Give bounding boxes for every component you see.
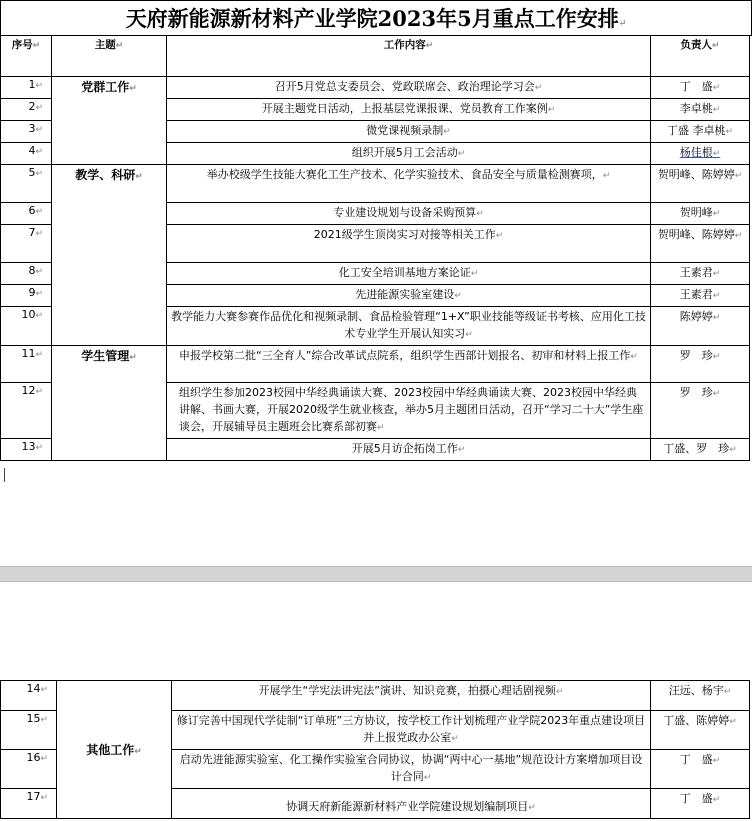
paragraph-mark-icon: ↵ xyxy=(712,149,721,159)
document-page-2 xyxy=(0,582,752,821)
paragraph-mark-icon: ↵ xyxy=(465,330,473,340)
paragraph-mark-icon: ↵ xyxy=(40,715,48,725)
row-content: 开展5月访企拓岗工作↵ xyxy=(167,439,651,461)
header-no: 序号↵ xyxy=(1,36,52,77)
paragraph-mark-icon: ↵ xyxy=(712,756,721,766)
paragraph-mark-icon: ↵ xyxy=(711,41,720,51)
paragraph-mark-icon: ↵ xyxy=(457,445,466,455)
paragraph-mark-icon: ↵ xyxy=(32,41,41,51)
paragraph-mark-icon: ↵ xyxy=(712,269,721,279)
row-content: 化工安全培训基地方案论证↵ xyxy=(167,263,651,285)
row-content: 召开5月党总支委员会、党政联席会、政治理论学习会↵ xyxy=(167,77,651,99)
row-content: 微党课视频录制↵ xyxy=(167,121,651,143)
schedule-table-part-1 xyxy=(0,35,750,461)
row-no: 2↵ xyxy=(1,99,52,121)
text-cursor xyxy=(4,468,5,482)
row-owner: 罗 珍↵ xyxy=(651,383,750,439)
table-row-11 xyxy=(1,346,750,383)
paragraph-mark-icon: ↵ xyxy=(35,229,43,239)
paragraph-mark-icon: ↵ xyxy=(602,171,611,181)
paragraph-mark-icon: ↵ xyxy=(443,127,451,137)
row-no: 3↵ xyxy=(1,121,52,143)
theme-label: 其他工作↵ xyxy=(86,743,142,757)
row-content: 协调天府新能源新材料产业学院建设规划编制项目↵ xyxy=(172,789,651,819)
row-no: 6↵ xyxy=(1,203,52,225)
row-content: 修订完善中国现代学徒制“订单班”三方协议，按学校工作计划梳理产业学院2023年重点建设项目并上报党政办公室↵ xyxy=(172,711,651,750)
paragraph-mark-icon: ↵ xyxy=(734,171,743,181)
paragraph-mark-icon: ↵ xyxy=(40,793,48,803)
row-no: 16↵ xyxy=(1,750,57,789)
header-owner: 负责人↵ xyxy=(651,36,750,77)
paragraph-mark-icon: ↵ xyxy=(135,172,143,182)
theme-label: 学生管理↵ xyxy=(81,349,137,363)
paragraph-mark-icon: ↵ xyxy=(134,747,142,757)
row-content: 专业建设规划与设备采购预算↵ xyxy=(167,203,651,225)
theme-cell-student xyxy=(52,346,167,461)
paragraph-mark-icon: ↵ xyxy=(35,103,43,113)
theme-cell-teaching xyxy=(52,165,167,346)
paragraph-mark-icon: ↵ xyxy=(723,687,732,697)
theme-cell-party xyxy=(52,77,167,165)
row-no: 12↵ xyxy=(1,383,52,439)
paragraph-mark-icon: ↵ xyxy=(35,81,43,91)
paragraph-mark-icon: ↵ xyxy=(528,803,536,813)
row-owner: 贺明峰、陈婷婷↵ xyxy=(651,225,750,263)
row-no: 1↵ xyxy=(1,77,52,99)
row-owner: 丁 盛↵ xyxy=(651,750,750,789)
row-content: 组织开展5月工会活动↵ xyxy=(167,143,651,165)
paragraph-mark-icon: ↵ xyxy=(712,389,721,399)
header-theme: 主题↵ xyxy=(52,36,167,77)
paragraph-mark-icon: ↵ xyxy=(451,734,459,744)
row-owner: 王素君↵ xyxy=(651,285,750,307)
paragraph-mark-icon: ↵ xyxy=(729,717,737,727)
theme-cell-other xyxy=(57,681,172,819)
row-owner: 丁盛 李卓桃↵ xyxy=(651,121,750,143)
row-content: 先进能源实验室建设↵ xyxy=(167,285,651,307)
row-content: 教学能力大赛参赛作品优化和视频录制、食品检验管理“1+X”职业技能等级证书考核、应用化工技术专业学生开展认知实习↵ xyxy=(167,307,651,346)
row-no: 7↵ xyxy=(1,225,52,263)
paragraph-mark-icon: ↵ xyxy=(547,105,556,115)
paragraph-mark-icon: ↵ xyxy=(35,350,43,360)
row-owner: 李卓桃↵ xyxy=(651,99,750,121)
table-row-5 xyxy=(1,165,750,203)
paragraph-mark-icon: ↵ xyxy=(712,313,721,323)
row-content: 开展学生“学宪法讲宪法”演讲、知识竞赛，拍摄心理话剧视频↵ xyxy=(172,681,651,711)
paragraph-mark-icon: ↵ xyxy=(35,169,43,179)
row-no: 5↵ xyxy=(1,165,52,203)
row-no: 8↵ xyxy=(1,263,52,285)
paragraph-mark-icon: ↵ xyxy=(129,353,137,363)
paragraph-mark-icon: ↵ xyxy=(470,269,479,279)
row-content: 申报学校第二批“三全育人”综合改革试点院系，组织学生西部计划报名、初审和材料上报工作↵ xyxy=(167,346,651,383)
paragraph-mark-icon: ↵ xyxy=(729,445,737,455)
paragraph-mark-icon: ↵ xyxy=(555,687,564,697)
row-content: 举办校级学生技能大赛化工生产技术、化学实验技术、食品安全与质量检测赛项，↵ xyxy=(167,165,651,203)
table-row-1 xyxy=(1,77,750,99)
paragraph-mark-icon: ↵ xyxy=(35,387,43,397)
paragraph-mark-icon: ↵ xyxy=(618,19,627,29)
header-content: 工作内容↵ xyxy=(167,36,651,77)
paragraph-mark-icon: ↵ xyxy=(495,231,504,241)
paragraph-mark-icon: ↵ xyxy=(35,125,43,135)
row-no: 10↵ xyxy=(1,307,52,346)
row-owner: 丁 盛↵ xyxy=(651,789,750,819)
row-owner: 丁盛、罗 珍↵ xyxy=(651,439,750,461)
row-content: 组织学生参加2023校园中华经典诵读大赛、2023校园中华经典诵读大赛、2023校园中华经典讲解、书画大赛，开展2020级学生就业核查，举办5月主题团日活动，召开“学习二十大”学生座谈会，开展辅导员主题班会比赛系部初赛↵ xyxy=(167,383,651,439)
row-owner: 丁 盛↵ xyxy=(651,77,750,99)
row-no: 9↵ xyxy=(1,285,52,307)
row-owner: 贺明峰、陈婷婷↵ xyxy=(651,165,750,203)
paragraph-mark-icon: ↵ xyxy=(35,311,43,321)
paragraph-mark-icon: ↵ xyxy=(712,209,721,219)
table-header-row xyxy=(1,36,750,77)
paragraph-mark-icon: ↵ xyxy=(712,291,721,301)
paragraph-mark-icon: ↵ xyxy=(35,147,43,157)
paragraph-mark-icon: ↵ xyxy=(377,423,385,433)
paragraph-mark-icon: ↵ xyxy=(35,267,43,277)
row-owner: 杨佳根↵ xyxy=(651,143,750,165)
paragraph-mark-icon: ↵ xyxy=(712,105,721,115)
row-content: 2021级学生顶岗实习对接等相关工作↵ xyxy=(167,225,651,263)
paragraph-mark-icon: ↵ xyxy=(725,127,734,137)
table-row-14 xyxy=(1,681,750,711)
paragraph-mark-icon: ↵ xyxy=(423,773,432,783)
row-owner: 罗 珍↵ xyxy=(651,346,750,383)
row-owner: 陈婷婷↵ xyxy=(651,307,750,346)
paragraph-mark-icon: ↵ xyxy=(712,352,721,362)
row-owner: 汪远、杨宇↵ xyxy=(651,681,750,711)
paragraph-mark-icon: ↵ xyxy=(712,83,721,93)
theme-label: 党群工作↵ xyxy=(81,80,137,94)
row-owner: 丁盛、陈婷婷↵ xyxy=(651,711,750,750)
row-no: 11↵ xyxy=(1,346,52,383)
paragraph-mark-icon: ↵ xyxy=(457,149,466,159)
paragraph-mark-icon: ↵ xyxy=(425,41,434,51)
paragraph-mark-icon: ↵ xyxy=(630,352,638,362)
paragraph-mark-icon: ↵ xyxy=(712,795,721,805)
paragraph-mark-icon: ↵ xyxy=(40,754,48,764)
row-no: 4↵ xyxy=(1,143,52,165)
theme-label: 教学、科研↵ xyxy=(75,168,143,182)
row-content: 启动先进能源实验室、化工操作实验室合同协议，协调“两中心一基地”规范设计方案增加项目设计合同↵ xyxy=(172,750,651,789)
paragraph-mark-icon: ↵ xyxy=(454,291,462,301)
document-title: 天府新能源新材料产业学院2023年5月重点工作安排↵ xyxy=(0,0,752,36)
paragraph-mark-icon: ↵ xyxy=(40,685,48,695)
row-owner: 王素君↵ xyxy=(651,263,750,285)
paragraph-mark-icon: ↵ xyxy=(115,41,124,51)
paragraph-mark-icon: ↵ xyxy=(129,84,137,94)
paragraph-mark-icon: ↵ xyxy=(35,289,43,299)
page-gap xyxy=(0,566,752,582)
row-owner: 贺明峰↵ xyxy=(651,203,750,225)
row-content: 开展主题党日活动，上报基层党课报课、党员教育工作案例↵ xyxy=(167,99,651,121)
paragraph-mark-icon: ↵ xyxy=(534,83,543,93)
schedule-table-part-2 xyxy=(0,680,750,819)
paragraph-mark-icon: ↵ xyxy=(35,443,43,453)
paragraph-mark-icon: ↵ xyxy=(734,231,743,241)
row-no: 17↵ xyxy=(1,789,57,819)
paragraph-mark-icon: ↵ xyxy=(476,209,484,219)
row-no: 13↵ xyxy=(1,439,52,461)
paragraph-mark-icon: ↵ xyxy=(35,207,43,217)
row-no: 14↵ xyxy=(1,681,57,711)
row-no: 15↵ xyxy=(1,711,57,750)
